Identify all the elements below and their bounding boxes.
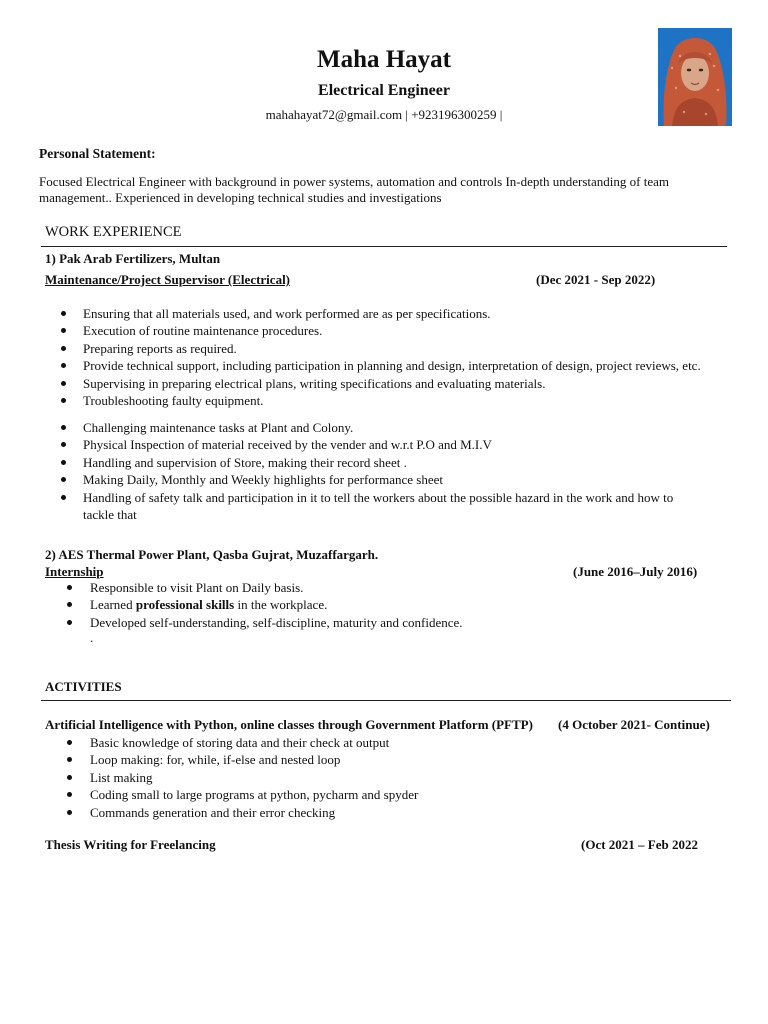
activity1-title: Artificial Intelligence with Python, online classes through Government Platform (PFTP): [45, 717, 533, 732]
list-item: Supervising in preparing electrical plans, writing specifications and evaluating materials.: [61, 375, 751, 392]
contact-line: mahahayat72@gmail.com | +923196300259 |: [265, 107, 503, 122]
profile-photo: [658, 28, 732, 126]
job1-dates: (Dec 2021 - Sep 2022): [536, 272, 656, 287]
personal-statement-heading: Personal Statement:: [39, 146, 156, 161]
list-item: Ensuring that all materials used, and work performed are as per specifications.: [61, 305, 751, 322]
activity2-dates: (Oct 2021 – Feb 2022: [581, 837, 698, 852]
list-item: Execution of routine maintenance procedures.: [61, 322, 751, 339]
list-item: Coding small to large programs at python, pycharm and spyder: [67, 786, 667, 803]
activity1-dates: (4 October 2021- Continue): [558, 717, 710, 732]
job1-role: Maintenance/Project Supervisor (Electrical): [45, 272, 291, 287]
list-item: Responsible to visit Plant on Daily basis.: [67, 579, 667, 596]
activities-divider: [41, 700, 731, 701]
personal-statement-line-2: management.. Experienced in developing technical studies and investigations: [39, 190, 442, 205]
activity2-title: Thesis Writing for Freelancing: [45, 837, 216, 852]
list-item: List making: [67, 769, 667, 786]
list-item: Developed self-understanding, self-discipline, maturity and confidence.: [67, 614, 667, 631]
job2-company: 2) AES Thermal Power Plant, Qasba Gujrat, Muzaffargarh.: [45, 547, 379, 562]
work-experience-heading: WORK EXPERIENCE: [45, 224, 182, 240]
list-item: Handling of safety talk and participation in it to tell the workers about the possible hazard in the work and how to: [61, 489, 721, 506]
activity1-bullets: [67, 734, 667, 821]
list-item: Making Daily, Monthly and Weekly highlights for performance sheet: [61, 471, 721, 488]
list-item: Provide technical support, including participation in planning and design, interpretation of design, project reviews, etc.: [61, 357, 751, 374]
list-item: Learned professional skills in the workplace.: [67, 596, 667, 613]
job1-bullets-a: [61, 305, 751, 409]
personal-statement-line-1: Focused Electrical Engineer with background in power systems, automation and controls In-depth understanding of team: [39, 174, 669, 189]
list-item: Troubleshooting faulty equipment.: [61, 392, 751, 409]
job1-company: 1) Pak Arab Fertilizers, Multan: [45, 251, 221, 266]
list-item: Physical Inspection of material received by the vender and w.r.t P.O and M.I.V: [61, 436, 721, 453]
candidate-name: Maha Hayat: [316, 46, 452, 73]
list-item: Challenging maintenance tasks at Plant and Colony.: [61, 419, 721, 436]
list-item: Preparing reports as required.: [61, 340, 751, 357]
candidate-title: Electrical Engineer: [318, 82, 450, 99]
list-item: Handling and supervision of Store, making their record sheet .: [61, 454, 721, 471]
job2-trailing-period: .: [90, 630, 94, 645]
list-item-continuation: tackle that: [83, 507, 137, 523]
list-item: Commands generation and their error checking: [67, 804, 667, 821]
activities-heading: ACTIVITIES: [45, 679, 122, 694]
job1-bullets-b: [61, 419, 721, 523]
job2-role: Internship: [45, 564, 104, 579]
list-item: Loop making: for, while, if-else and nested loop: [67, 751, 667, 768]
job2-dates: (June 2016–July 2016): [573, 564, 698, 579]
list-item: Basic knowledge of storing data and their check at output: [67, 734, 667, 751]
job2-bullets: [67, 579, 667, 631]
work-experience-divider: [41, 246, 727, 247]
